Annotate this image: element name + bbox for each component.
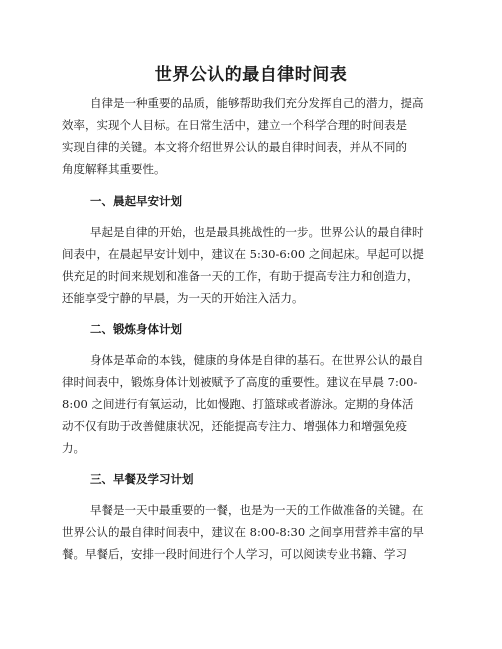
intro-line-1: 自律是一种重要的品质，能够帮助我们充分发挥自己的潜力，提高 <box>90 96 424 110</box>
section-2-line-4: 动不仅有助于改善健康状况，还能提高专注力、增强体力和增强免疫 <box>62 419 407 433</box>
document-title: 世界公认的最自律时间表 <box>154 65 348 85</box>
section-2-line-2: 律时间表中，锻炼身体计划被赋予了高度的重要性。建议在早晨 7:00- <box>62 375 418 389</box>
section-3-line-3: 餐。早餐后，安排一段时间进行个人学习，可以阅读专业书籍、学习 <box>62 547 407 561</box>
intro-line-2: 效率，实现个人目标。在日常生活中，建立一个科学合理的时间表是 <box>62 118 407 132</box>
intro-line-3: 实现自律的关键。本文将介绍世界公认的最自律时间表，并从不同的 <box>62 140 407 154</box>
intro-line-4: 角度解释其重要性。 <box>62 162 166 176</box>
section-heading-3: 三、早餐及学习计划 <box>90 472 194 486</box>
section-3-line-1: 早餐是一天中最重要的一餐，也是为一天的工作做准备的关键。在 <box>90 503 424 517</box>
section-heading-1: 一、晨起早安计划 <box>90 194 182 208</box>
section-2-line-3: 8:00 之间进行有氧运动，比如慢跑、打篮球或者游泳。定期的身体活 <box>62 397 414 411</box>
section-1-line-3: 供充足的时间来规划和准备一天的工作，有助于提高专注力和创造力， <box>62 269 419 283</box>
section-1-line-4: 还能享受宁静的早晨，为一天的开始注入活力。 <box>62 291 304 305</box>
section-heading-2: 二、锻炼身体计划 <box>90 322 182 336</box>
section-1-line-1: 早起是自律的开始，也是最具挑战性的一步。世界公认的最自律时 <box>90 225 424 239</box>
section-2-line-5: 力。 <box>62 441 85 455</box>
section-2-line-1: 身体是革命的本钱，健康的身体是自律的基石。在世界公认的最自 <box>90 353 424 367</box>
section-3-line-2: 世界公认的最自律时间表中，建议在 8:00-8:30 之间享用营养丰富的早 <box>62 525 424 539</box>
section-1-line-2: 间表中，在晨起早安计划中，建议在 5:30-6:00 之间起床。早起可以提 <box>62 247 424 261</box>
